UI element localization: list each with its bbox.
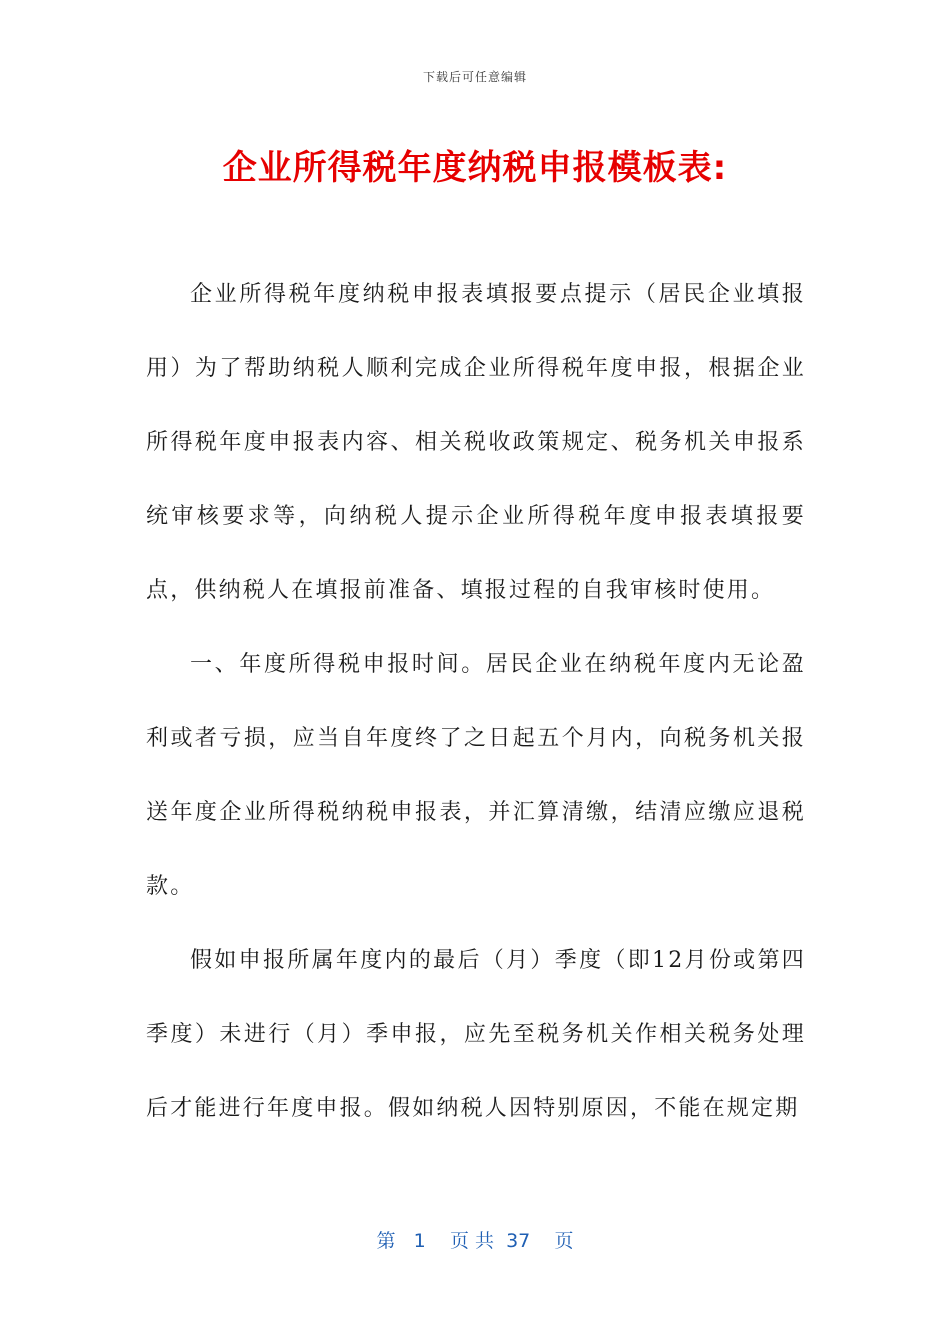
page-title: 企业所得税年度纳税申报模板表: bbox=[222, 148, 728, 188]
document-body bbox=[146, 258, 806, 1146]
paragraph: 假如申报所属年度内的最后（月）季度（即12月份或第四季度）未进行（月）季申报，应先至税务机关作相关税务处理后才能进行年度申报。假如纳税人因特别原因，不能在规定期 bbox=[146, 948, 806, 1121]
footer-prefix: 第 bbox=[376, 1230, 396, 1252]
total-pages-number: 37 bbox=[506, 1230, 531, 1252]
footer-middle: 页 共 bbox=[449, 1230, 494, 1252]
header-note: 下载后可任意编辑 bbox=[422, 70, 527, 84]
current-page-number: 1 bbox=[413, 1230, 426, 1252]
paragraph: 一、年度所得税申报时间。居民企业在纳税年度内无论盈利或者亏损，应当自年度终了之日起五个月内，向税务机关报送年度企业所得税纳税申报表，并汇算清缴，结清应缴应退税款。 bbox=[146, 652, 806, 899]
footer-suffix: 页 bbox=[554, 1230, 574, 1252]
page-footer bbox=[0, 1226, 950, 1253]
paragraph: 企业所得税年度纳税申报表填报要点提示（居民企业填报用）为了帮助纳税人顺利完成企业所得税年度申报，根据企业所得税年度申报表内容、相关税收政策规定、税务机关申报系统审核要求等，向纳税人提示企业所得税年度申报表填报要点，供纳税人在填报前准备、填报过程的自我审核时使用。 bbox=[146, 282, 806, 603]
